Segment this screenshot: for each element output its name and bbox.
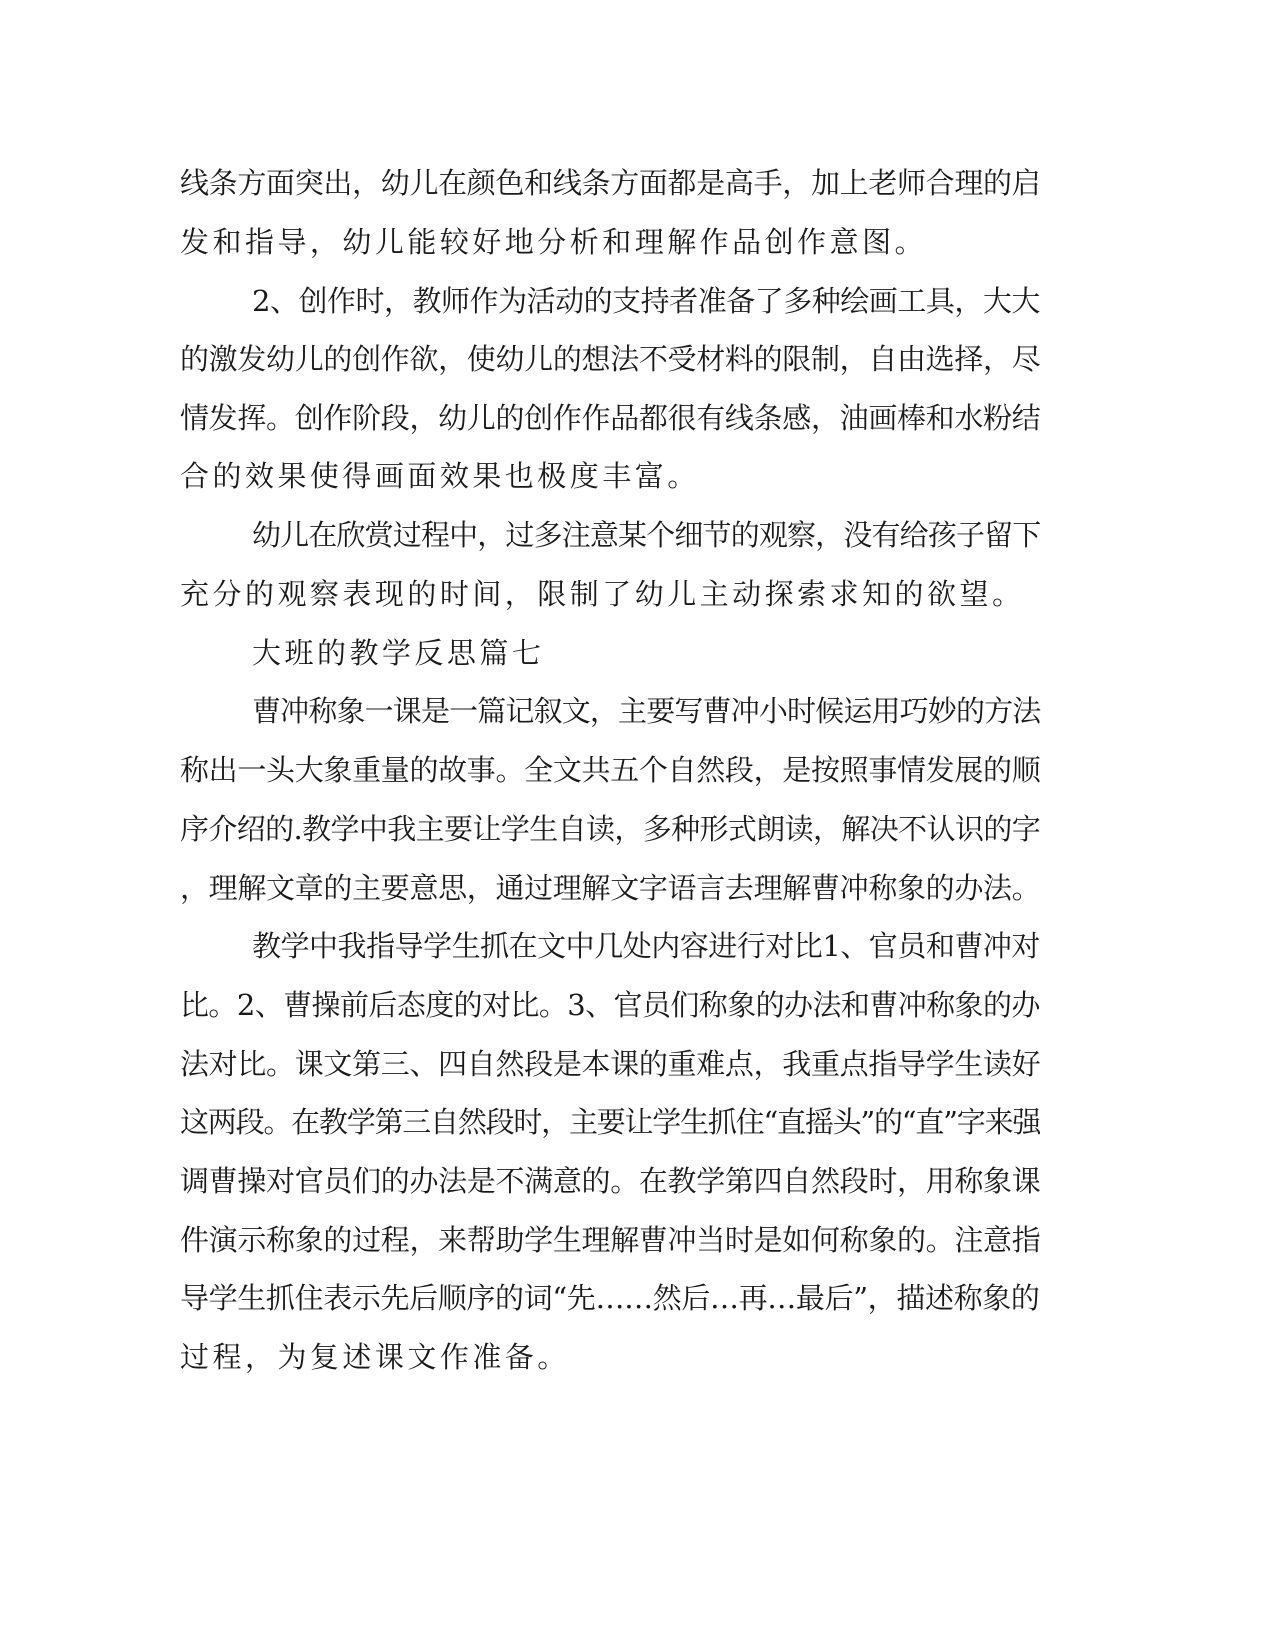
text-line: 导学生抓住表示先后顺序的词“先……然后…再…最后”，描述称象的 — [180, 1281, 1040, 1315]
text-line: 序介绍的.教学中我主要让学生自读，多种形式朗读，解决不认识的字 — [180, 812, 1041, 846]
text-line: 发和指导，幼儿能较好地分析和理解作品创作意图。 — [180, 225, 928, 259]
text-line: 线条方面突出，幼儿在颜色和线条方面都是高手，加上老师合理的启 — [180, 166, 1041, 200]
text-line: 件演示称象的过程，来帮助学生理解曹冲当时是如何称象的。注意指 — [180, 1223, 1041, 1257]
text-line: 这两段。在教学第三自然段时，主要让学生抓住“直摇头”的“直”字来强 — [180, 1105, 1041, 1139]
text-line: 的激发幼儿的创作欲，使幼儿的想法不受材料的限制，自由选择，尽 — [180, 342, 1041, 376]
text-line: 过程，为复述课文作准备。 — [180, 1340, 570, 1374]
text-line: 情发挥。创作阶段，幼儿的创作作品都很有线条感，油画棒和水粉结 — [180, 401, 1041, 435]
text-line: 调曹操对官员们的办法是不满意的。在教学第四自然段时，用称象课 — [180, 1164, 1041, 1198]
text-line: ，理解文章的主要意思，通过理解文字语言去理解曹冲称象的办法。 — [180, 871, 1041, 905]
text-line: 幼儿在欣赏过程中，过多注意某个细节的观察，没有给孩子留下 — [252, 518, 1041, 552]
text-line: 法对比。课文第三、四自然段是本课的重难点，我重点指导学生读好 — [180, 1047, 1041, 1081]
text-line: 教学中我指导学生抓在文中几处内容进行对比1、官员和曹冲对 — [252, 929, 1040, 963]
text-line: 曹冲称象一课是一篇记叙文，主要写曹冲小时候运用巧妙的方法 — [252, 694, 1041, 728]
text-line: 称出一头大象重量的故事。全文共五个自然段，是按照事情发展的顺 — [180, 753, 1041, 787]
section-heading: 大班的教学反思篇七 — [252, 636, 545, 670]
text-line: 2、创作时，教师作为活动的支持者准备了多种绘画工具，大大 — [252, 284, 1040, 318]
text-line: 合的效果使得画面效果也极度丰富。 — [180, 459, 700, 493]
text-line: 充分的观察表现的时间，限制了幼儿主动探索求知的欲望。 — [180, 577, 1025, 611]
text-line: 比。2、曹操前后态度的对比。3、官员们称象的办法和曹冲称象的办 — [180, 988, 1040, 1022]
